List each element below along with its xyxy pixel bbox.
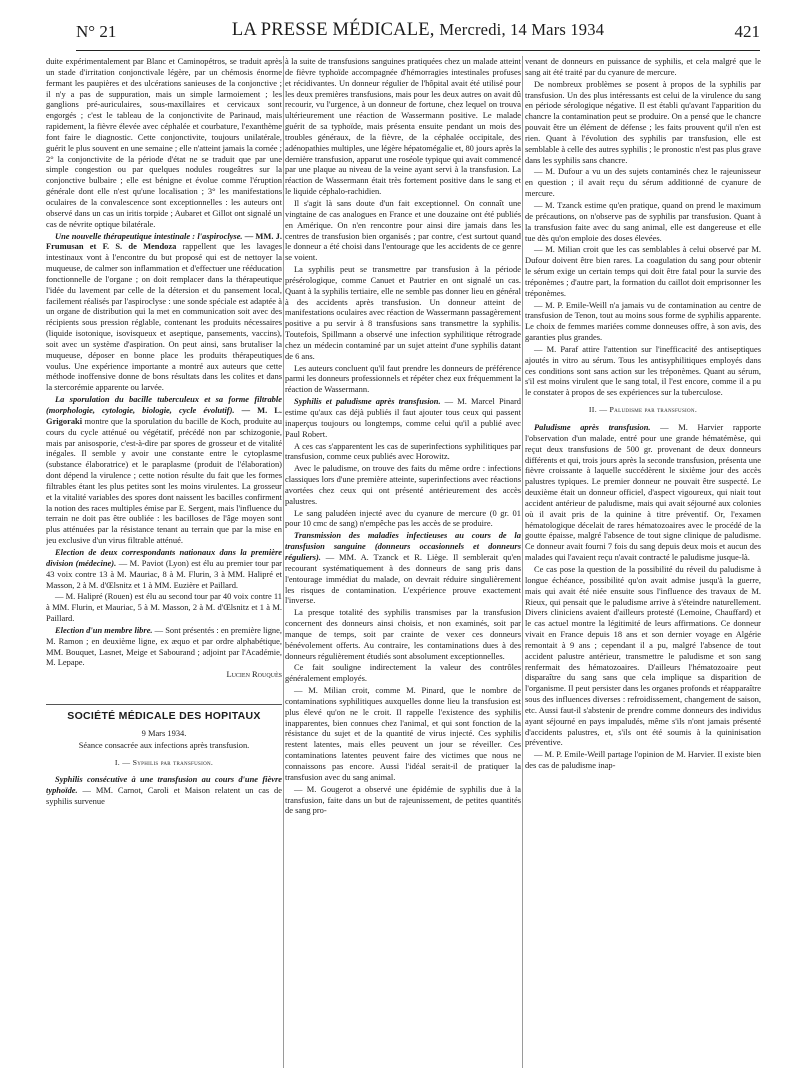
paragraph: à la suite de transfusions sanguines pratiquées chez un malade atteint de fièvre typhoïde accompagnée d'hémorragies intestinales profuses et récidivantes. Un donneur régulier de l'hôpital avait été utilisé pour les deux premières transfusions, mais pour les deux autres on avait dû recourir, vu l'urgence, à un donneur de fortune, chez lequel on trouva ultérieurement une réaction de Wassermann positive. Le malade guérit de sa typhoïde, mais présenta ensuite pendant un mois des troubles généraux, de la fièvre, de la céphalée occipitale, des adénopathies multiples, une légère hépatomégalie et, 80 jours après la dernière transfusion, apparut une roséole typique qui avait commencé par une plaque au niveau de la veine ayant servi à la transfusion. La réaction de Wassermann était très fortement positive dans le sang et le liquide céphalo-rachidien.	[285, 56, 521, 197]
paragraph: Ce cas pose la question de la possibilité du réveil du paludisme à longue échéance, possibilité qu'on avait admise jusqu'à la guerre, mais qui avait été niée ensuite sous l'influence des travaux de M. Rieux, qui pensait que le paludisme arrive à s'éteindre naturellement. Divers cliniciens avaient d'ailleurs protesté (Lemoine, Chauffard) et le cas actuel montre la légitimité de leurs affirmations. Ce donneur vivait en France depuis 18 ans et son dernier voyage en Algérie remontait à 9 ans ; cependant il a pu, malgré l'absence de tout accident palustre antérieur, transmettre le paludisme et son sang renfermait des hématozoaires. D'ailleurs l'hématozoaire peut disparaître du sang sans que cela implique sa disparition de l'organisme. Il peut persister dans les organes profonds et réapparaître sous des influences diverses : refroidissement, changement de saison, etc. Aussi faut-il s'abstenir de prendre comme donneurs des individus ayant séjourné en pays impaludés, même s'ils n'ont jamais présenté d'accidents palustres, et, s'ils ont été soumis à la quininisation préventive.	[525, 563, 761, 748]
article-heading: Syphilis et paludisme après transfusion.	[294, 396, 441, 407]
society-heading: SOCIÉTÉ MÉDICALE DES HOPITAUX	[46, 704, 282, 722]
column-rule	[522, 56, 523, 1068]
journal-title	[76, 20, 760, 41]
article	[46, 231, 282, 394]
section-heading: II. — Paludisme par transfusion.	[588, 405, 698, 415]
article-body: — Sont présentés : en première ligne, M. Ramon ; en deuxième ligne, ex æquo et par ordre alphabétique, MM. Bouquet, Lasnet, Meige et Sabourand ; adjoint par l'Académie, M. Lepape.	[46, 624, 282, 668]
article-body: montre que la sporulation du bacille de Koch, produite au cours du cycle atténué ou végétatif, précédé non par schizogonie, mais par anisosporie, c'est-à-dire par spores de grosseur et de vitalité inégales. Il semble y avoir une constante entre le cytoplasme (substance élaboratrice) et le paraplasme (produit de l'élaboration) dont dépend la virulence ; cette notion résulte du fait que les formes filtrables étant les plus petites sont les moins virulentes. La grosseur et la vitalité variables des spores dont naissent les bacilles confirment la notion des races multiples émise par E. Sergent, mais l'influence du terrain ne doit pas être oubliée : les bacilloses de l'âge moyen sont plus atténuées par la résistance tenant au terrain que par la mise en jeu exclusive d'un virus filtrable atténué.	[46, 415, 282, 546]
issue-number: N° 21	[76, 22, 117, 41]
issue-date: Mercredi, 14 Mars 1934	[439, 20, 605, 39]
paragraph: venant de donneurs en puissance de syphilis, et cela malgré que le sang ait été traité par du cyanure de mercure.	[525, 56, 761, 77]
paragraph: Avec le paludisme, on trouve des faits du même ordre : infections classiques lors d'une première atteinte, superinfections avec réactions avortées chez ceux qui ont présenté antérieurement des accès palustres.	[285, 463, 521, 506]
article-authors: — M. L. Grigoraki	[46, 405, 282, 426]
article	[46, 547, 282, 590]
article-body: — MM. A. Tzanck et R. Liège. Il semblerait qu'en recourant systématiquement à des donneurs de sang pris dans l'entourage immédiat du malade, on devrait réduire singulièrement les risques de contamination. L'expérience prouve exactement l'inverse.	[285, 551, 521, 606]
article-body: — MM. Carnot, Caroli et Maison relatent un cas de syphilis survenue	[46, 785, 282, 807]
column-left	[46, 56, 282, 1068]
paragraph: — M. P. Emile-Weill partage l'opinion de M. Harvier. Il existe bien des cas de paludisme inap-	[525, 749, 761, 771]
article	[525, 422, 761, 563]
session-date: 9 Mars 1934.	[141, 727, 187, 738]
paragraph: — M. Halipré (Rouen) est élu au second tour par 40 voix contre 11 à MM. Flurin, et Mauriac, 5 à M. Masson, 2 à M. d'Œlsnitz et 1 à M. Paillard.	[46, 591, 282, 624]
article-heading: La sporulation du bacille tuberculeux et sa forme filtrable (morphologie, cytologie, biologie, cycle évolutif).	[46, 394, 282, 415]
article-heading: Election de deux correspondants nationaux dans la première division (médecine).	[46, 546, 282, 568]
article-body: rappellent que les lavages intestinaux vont à l'encontre du but proposé qui est de nettoyer la muqueuse, de calmer son inflammation et d'effectuer une rééducation fonctionnelle de l'organe ; on doit remplacer dans la thérapeutique l'idée du lavement par celle de la détersion et du pansement local, facilement réalisés par l'aspiroclyse : une sonde spéciale est adaptée à un organe de distribution qui la met en communication soit avec des récipients sous pression réglable, contenant les produits nécessaires (liquide isotonique, isovisqueux et aseptique, pansements, vaccins), soit avec un système d'aspiration. On peut ainsi, sans brutaliser la muqueuse, déposer en bonne place les produits thérapeutiques voulus. Une expérience importante a montré aux auteurs que cette méthode inoffensive donne de bons résultats dans les colites et dans la stercorémie apparente ou larvée.	[46, 241, 282, 393]
paragraph: De nombreux problèmes se posent à propos de la syphilis par transfusion. Un des plus intéressants est celui de la virulence du sang en période sérologique négative. Il est établi qu'avant l'apparition du chancre la contamination peut se produire. On a pensé que le chancre pouvait être un élément de défense ; les faits prouvent qu'il n'en est rien. Quant à l'évolution des syphilis par transfusion, elle est semblable à celle des autres syphilis ; le pronostic n'est pas plus grave dans les syphilis sans chancre.	[525, 78, 761, 165]
paragraph: A ces cas s'apparentent les cas de superinfections syphilitiques par transfusion, comme ceux publiés avec Horowitz.	[285, 440, 521, 462]
article	[46, 774, 282, 807]
paragraph: — M. Tzanck estime qu'en pratique, quand on prend le maximum de précautions, on n'observe pas de syphilis par transfusion. Quant à la transfusion faite avec du sang animal, elle est dangereuse et elle tue dès qu'on emploie des doses élevées.	[525, 199, 761, 243]
article-body: — M. Paviot (Lyon) est élu au premier tour par 43 voix contre 13 à M. Mauriac, 8 à M. Flurin, 3 à MM. Halipré et Masson, 2 à M. d'Œlsnitz et 1 à MM. Euzière et Paillard.	[46, 557, 282, 590]
paragraph: Les auteurs concluent qu'il faut prendre les donneurs de préférence parmi les donneurs professionnels et répéter chez eux fréquemment la réaction de Wassermann.	[285, 362, 521, 395]
paragraph: — M. Milian croit que les cas semblables à celui observé par M. Dufour doivent être bien rares. La coagulation du sang pour obtenir le sérum exige un certain temps qui doit être fatal pour la survie des tréponèmes ; d'autre part, la formation du caillot doit emprisonner les tréponèmes.	[525, 244, 761, 298]
journal-name: LA PRESSE MÉDICALE,	[231, 20, 435, 40]
article-body: — M. Marcel Pinard estime qu'aux cas déjà publiés il faut ajouter tous ceux qui passent inaperçus toujours ou longtemps, comme celui qu'il a publié avec Paul Robert.	[285, 396, 521, 439]
article-heading: Paludisme après transfusion.	[534, 422, 651, 432]
page-header	[76, 20, 760, 51]
paragraph: — M. Dufour a vu un des sujets contaminés chez le rajeunisseur en question ; il avait reçu du sérum additionné de cyanure de mercure.	[525, 166, 761, 199]
paragraph: Le sang paludéen injecté avec du cyanure de mercure (0 gr. 01 pour 10 cmc de sang) n'empêche pas les accès de se produire.	[285, 507, 521, 529]
article-heading: Election d'un membre libre.	[55, 624, 153, 635]
paragraph: — M. Milian croit, comme M. Pinard, que le nombre de contaminations syphilitiques auxquelles donne lieu la transfusion est plus élevé qu'on ne le croit. Il rappelle l'existence des syphilis inapparentes, bien connues chez l'animal, et qui sont fonction de la résistance du sujet et de la quantité de virus injecté. Ces syphilis restent latentes, mais elles peuvent un jour se réveiller. Ces contaminations latentes peuvent faire des victimes que nous ne connaissons pas encore. Aussi l'idéal serait-il de pratiquer la transfusion avec du sang animal.	[285, 685, 521, 782]
article-authors: — MM. J. Frumusan et F. S. de Mendoza	[46, 230, 282, 252]
column-right	[525, 56, 761, 1068]
article-heading: Une nouvelle thérapeutique intestinale : l'aspiroclyse.	[55, 230, 243, 241]
paragraph: Il s'agit là sans doute d'un fait exceptionnel. On connaît une vingtaine de cas analogues en France et une douzaine ont été publiés en Amérique. On n'en rencontre pour ainsi dire jamais dans les centres de transfusion bien organisés ; par contre, c'est surtout quand le donneur a été choisi dans l'entourage que les accidents de ce genre se voient.	[285, 197, 521, 263]
article-heading: Transmission des maladies infectieuses au cours de la transfusion sanguine (donneurs occasionnels et donneurs réguliers).	[285, 530, 521, 562]
paragraph: Ce fait souligne indirectement la valeur des contrôles généralement employés.	[285, 662, 521, 684]
paragraph: La syphilis peut se transmettre par transfusion à la période présérologique, comme Canuet et Pautrier en ont signalé un cas. Quant à la syphilis tertiaire, elle ne semble pas donner lieu en général à des accidents après transfusion. Un donneur atteint de manifestations oculaires avec réaction de Wassermann passagèrement positive a pu servir à 8 transfusions sans transmettre la syphilis. Toutefois, Spillmann a observé une infection syphilitique rétrograde chez un médecin contaminé par un sujet atteint d'une syphilis datant de 6 ans.	[285, 264, 521, 361]
article	[285, 530, 521, 606]
column-rule	[283, 56, 284, 1068]
paragraph: La presque totalité des syphilis transmises par la transfusion concernent des donneurs ainsi choisis, et non examinés, soit par manque de temps, soit par crainte de vexer ces donneurs bénévolement offerts. Au contraire, les contaminations dues à des donneurs régulièrement étudiés sont absolument exceptionnelles.	[285, 607, 521, 661]
paragraph: — M. Paraf attire l'attention sur l'inefficacité des antiseptiques ajoutés in vitro au sérum. Tous les antisyphilitiques employés dans ces conditions sont sans action sur les tréponèmes. Quant au sérum, s'il est moins virulent que le sang total, il l'est encore, comme il a pu le constater à propos de ses expériences sur la tuberculose.	[525, 343, 761, 398]
page-number: 421	[734, 22, 760, 41]
paragraph: — M. P. Emile-Weill n'a jamais vu de contamination au centre de transfusion de Tenon, tout au moins sous forme de syphilis apparente. Le choix de femmes mariées comme donneuses offre, à son avis, des garanties plus grandes.	[525, 299, 761, 343]
author-signature: Lucien Rouquès	[226, 669, 282, 680]
paragraph: duite expérimentalement par Blanc et Caminopétros, se traduit après un stade d'irritation conjonctivale légère, par un chémosis énorme fermant les paupières et des ulcérations sanieuses de la conjonctive ; il n'y a pas de suppuration, mais un simple larmoiement ; les ganglions pré-auriculaires, sous-maxillaires et cervicaux sont engorgés ; c'est le tableau de la conjonctivite de Parinaud, mais rapidement, la fièvre élevée avec céphalée et courbature, l'exanthème font faire le diagnostic. Cette conjonctivite, toujours unilatérale, guérit le plus souvent en une semaine ; elle n'atteint jamais la cornée ; 2° la conjonctivite de la période d'état ne se traduit que par une simple congestion ou par quelques nodules rougeâtres sur la conjonctive bulbaire ; elle est bénigne et évolue comme l'éruption générale dont elle n'est qu'une localisation ; 3° les manifestations oculaires de la convalescence sont exceptionnelles : les auteurs ont observé dans un cas un iritis torpide ; Aubaret et Gillot ont signalé un cas de névrite optique bilatérale.	[46, 56, 282, 229]
article-heading: Syphilis consécutive à une transfusion au cours d'une fièvre typhoïde.	[46, 774, 282, 796]
section-heading: I. — Syphilis par transfusion.	[114, 757, 214, 767]
paragraph: — M. Gougerot a observé une épidémie de syphilis due à la transfusion, faite dans un but de rajeunissement, de petites quantités de sang pro-	[285, 783, 521, 816]
article-body: — M. Harvier rapporte l'observation d'un malade, entré pour une grande hématémèse, qui reçut deux transfusions de 500 gr. provenant de deux donneurs différents et qui, trois jours après la seconde transfusion, présenta une fièvre croissante à laquelle succédèrent le sixième jour des accès palustres typiques. Le premier donneur ne pouvait être suspecté. Le deuxième était un donneur officiel, d'aspect vigoureux, qui niait tout accident antérieur de paludisme, mais qui avait séjourné aux colonies où il avait pris de la quinine à titre préventif. Or, l'examen hématologique décelait de rares hématozoaires avec le procédé de la goutte épaisse, malgré l'absence de tout signe clinique de paludisme. Ce donneur avait fourni 7 fois du sang depuis deux mois et aucun des malades qui l'avaient reçu n'avait contracté le paludisme jusque-là.	[525, 422, 761, 563]
column-middle	[285, 56, 521, 1068]
article	[46, 394, 282, 546]
session-topic: Séance consacrée aux infections après transfusion.	[78, 739, 250, 750]
article	[46, 625, 282, 668]
article	[285, 396, 521, 439]
